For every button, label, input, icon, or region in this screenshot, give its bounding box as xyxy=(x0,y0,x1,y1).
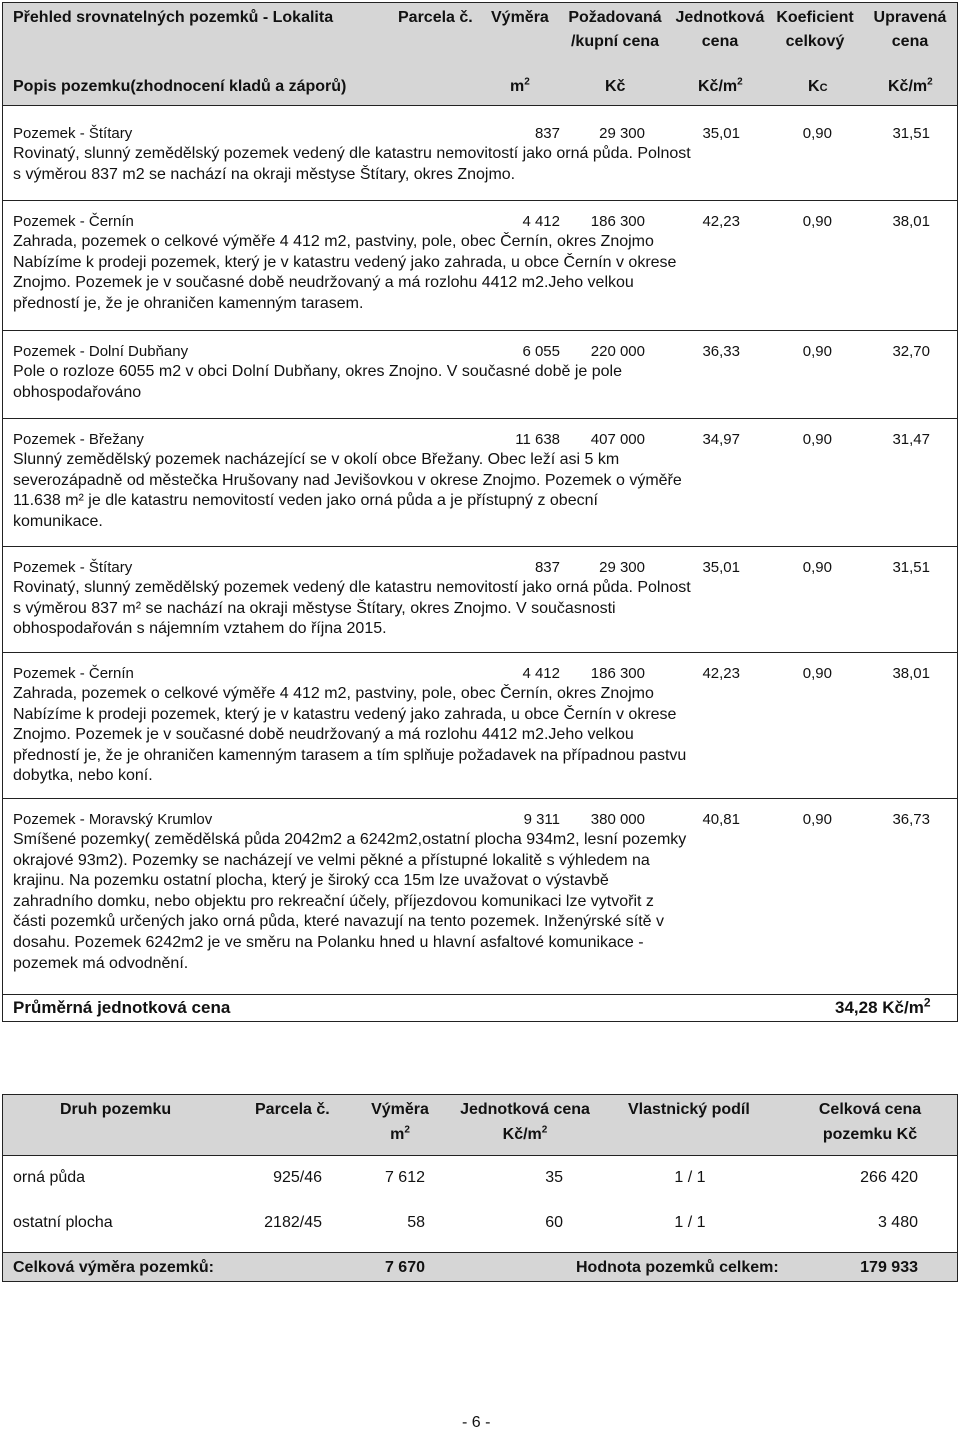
item-coefficient: 0,90 xyxy=(802,431,832,448)
unit-unit-price: $Kč/m^2$ xyxy=(698,76,743,95)
total-value-label: Hodnota pozemků celkem: xyxy=(576,1259,779,1276)
item-description: Pole o rozloze 6055 m2 v obci Dolní Dubňany, okres Znojno. V současné době je pole obhospodařováno xyxy=(13,363,622,401)
item-price: 220 000 xyxy=(590,343,645,360)
item-area: 11 638 xyxy=(515,431,560,448)
item-name: Pozemek - Dolní Dubňany xyxy=(13,343,189,360)
item-description: Rovinatý, slunný zemědělský pozemek vedený dle katastru nemovitostí jako orná půda. Polnost s výměrou 837 m² se nachází na okraji městyse Štítary, okres Znojmo. V současnosti obhospodařován s nájemním vztahem do října 2015. xyxy=(13,579,691,638)
t2-row1-total: 266 420 xyxy=(860,1169,918,1186)
item-coefficient: 0,90 xyxy=(802,559,832,576)
item-unit-price: 35,01 xyxy=(702,125,740,142)
item-description: Zahrada, pozemek o celkové výměře 4 412 m2, pastviny, pole, obec Černín, okres Znojmo Nabízíme k prodeji pozemek, který je v katastru vedený jako zahrada, u obce Černín v okrese Znojmo. Pozemek je v současné době neudržovaný a má rozlohu 4412 m2.Jeho velkou předností je, že je ohraničen kamenným tarasem a tím splňuje požadavek na případnou pastvu dobytka, nebo koní. xyxy=(13,685,687,785)
item-description: Zahrada, pozemek o celkové výměře 4 412 m2, pastviny, pole, obec Černín, okres Znojmo Nabízíme k prodeji pozemek, který je v katastru vedený jako zahrada, u obce Černín v okrese Znojmo. Pozemek je v současné době neudržovaný a má rozlohu 4412 m2.Jeho velkou předností je, že je ohraničen kamenným tarasem. xyxy=(13,233,677,312)
t2-row2-type: ostatní plocha xyxy=(13,1214,113,1231)
average-price-label: Průměrná jednotková cena xyxy=(13,998,231,1017)
page-number: - 6 - xyxy=(462,1414,491,1431)
item-area: 4 412 xyxy=(522,665,560,682)
item-adjusted-price: 31,51 xyxy=(892,559,930,576)
total-area-label: Celková výměra pozemků: xyxy=(13,1259,214,1276)
item-coefficient: 0,90 xyxy=(802,811,832,828)
total-value-value: 179 933 xyxy=(860,1259,918,1276)
item-coefficient: 0,90 xyxy=(802,665,832,682)
item-unit-price: 36,33 xyxy=(702,343,740,360)
item-unit-price: 35,01 xyxy=(702,559,740,576)
t2-header-total: Celková cena pozemku Kč xyxy=(818,1101,922,1143)
item-unit-price: 40,81 xyxy=(702,811,740,828)
item-coefficient: 0,90 xyxy=(802,213,832,230)
item-adjusted-price: 31,51 xyxy=(892,125,930,142)
unit-coefficient: KC xyxy=(808,78,828,95)
t2-row2-parcel: 2182/45 xyxy=(264,1214,322,1231)
item-unit-price: 42,23 xyxy=(702,665,740,682)
t2-row1-share: 1 / 1 xyxy=(674,1169,706,1186)
t2-row1-parcel: 925/46 xyxy=(273,1169,322,1186)
col-header-parcel: Parcela č. xyxy=(398,9,473,26)
item-price: 407 000 xyxy=(590,431,645,448)
item-name: Pozemek - Černín xyxy=(13,665,134,682)
t2-header-unit-price: Jednotková cena $Kč/m^2$ xyxy=(460,1101,590,1143)
item-unit-price: 42,23 xyxy=(702,213,740,230)
t2-row1-unit-price: 35 xyxy=(545,1169,563,1186)
row-divider xyxy=(3,200,957,201)
unit-price: Kč xyxy=(605,78,626,95)
item-description: Slunný zemědělský pozemek nacházející se v okolí obce Břežany. Obec leží asi 5 km severozápadně od městečka Hrušovany nad Jevišovkou v okrese Znojmo. Pozemek o výměře 11.638 m² je dle katastru nemovitostí veden jako orná půda a je přístupný z obecní komunikace. xyxy=(13,451,682,530)
item-area: 9 311 xyxy=(523,811,560,828)
item-price: 29 300 xyxy=(599,125,645,142)
row-divider xyxy=(3,798,957,799)
col-header-coefficient: Koeficient celkový xyxy=(776,9,854,50)
col-header-adjusted-price: Upravená cena xyxy=(873,9,947,50)
t2-row2-share: 1 / 1 xyxy=(674,1214,706,1231)
t2-header-share: Vlastnický podíl xyxy=(628,1101,750,1118)
t2-header-area: Výměra $m^2$ xyxy=(371,1101,429,1143)
col-header-area: Výměra xyxy=(491,9,549,26)
item-adjusted-price: 36,73 xyxy=(892,811,930,828)
item-price: 380 000 xyxy=(590,811,645,828)
t2-row1-type: orná půda xyxy=(13,1169,86,1186)
col-header-unit-price: Jednotková cena xyxy=(675,9,765,50)
unit-adjusted-price: $Kč/m^2$ xyxy=(888,76,933,95)
col-header-price: Požadovaná /kupní cena xyxy=(568,9,662,50)
item-adjusted-price: 38,01 xyxy=(892,665,930,682)
item-unit-price: 34,97 xyxy=(702,431,740,448)
description-label: Popis pozemku(zhodnocení kladů a záporů) xyxy=(13,78,347,95)
item-area: 4 412 xyxy=(522,213,560,230)
item-area: 837 xyxy=(534,559,560,576)
total-area-value: 7 670 xyxy=(384,1259,425,1276)
t2-row1-area: 7 612 xyxy=(384,1169,425,1186)
row-divider xyxy=(3,330,957,331)
item-name: Pozemek - Štítary xyxy=(13,559,133,576)
item-name: Pozemek - Moravský Krumlov xyxy=(13,811,213,828)
t2-row2-unit-price: 60 xyxy=(545,1214,563,1231)
item-price: 186 300 xyxy=(590,213,645,230)
t2-row2-area: 58 xyxy=(407,1214,425,1231)
item-area: 6 055 xyxy=(522,343,560,360)
item-adjusted-price: 32,70 xyxy=(892,343,930,360)
item-name: Pozemek - Černín xyxy=(13,213,134,230)
table-title: Přehled srovnatelných pozemků - Lokalita xyxy=(13,9,334,26)
item-adjusted-price: 31,47 xyxy=(892,431,930,448)
item-description: Smíšené pozemky( zemědělská půda 2042m2 a 6242m2,ostatní plocha 934m2, lesní pozemky okrajové 93m2). Pozemky se nacházejí ve velmi pěkné a přístupné lokalitě s výhledem na krajinu. Na pozemku ostatní plocha, který je široký cca 15m lze uvažovat o výstavbě zahradního domku, nebo objektu pro rekreační účely, příjezdovou komunikaci lze vytvořit z části pozemků určených jako orná půda, které navazují na tento pozemek. Inženýrské sítě v dosahu. Pozemek 6242m2 je ve směru na Polanku hned u hlavní asfaltové komunikace - pozemek má odvodnění. xyxy=(13,831,687,972)
item-area: 837 xyxy=(534,125,560,142)
row-divider xyxy=(3,652,957,653)
item-description: Rovinatý, slunný zemědělský pozemek vedený dle katastru nemovitostí jako orná půda. Polnost s výměrou 837 m2 se nachází na okraji městyse Štítary, okres Znojmo. xyxy=(13,145,691,183)
row-divider xyxy=(3,546,957,547)
item-price: 186 300 xyxy=(590,665,645,682)
item-price: 29 300 xyxy=(599,559,645,576)
t2-header-type: Druh pozemku xyxy=(60,1101,172,1118)
item-adjusted-price: 38,01 xyxy=(892,213,930,230)
average-price-value: 34,28 $Kč/m^2$ xyxy=(835,995,931,1017)
row-divider xyxy=(3,418,957,419)
t2-row2-total: 3 480 xyxy=(877,1214,918,1231)
item-name: Pozemek - Břežany xyxy=(13,431,144,448)
t2-header-parcel: Parcela č. xyxy=(255,1101,330,1118)
item-name: Pozemek - Štítary xyxy=(13,125,133,142)
item-coefficient: 0,90 xyxy=(802,343,832,360)
item-coefficient: 0,90 xyxy=(802,125,832,142)
unit-area: $m^2$ xyxy=(510,76,530,95)
